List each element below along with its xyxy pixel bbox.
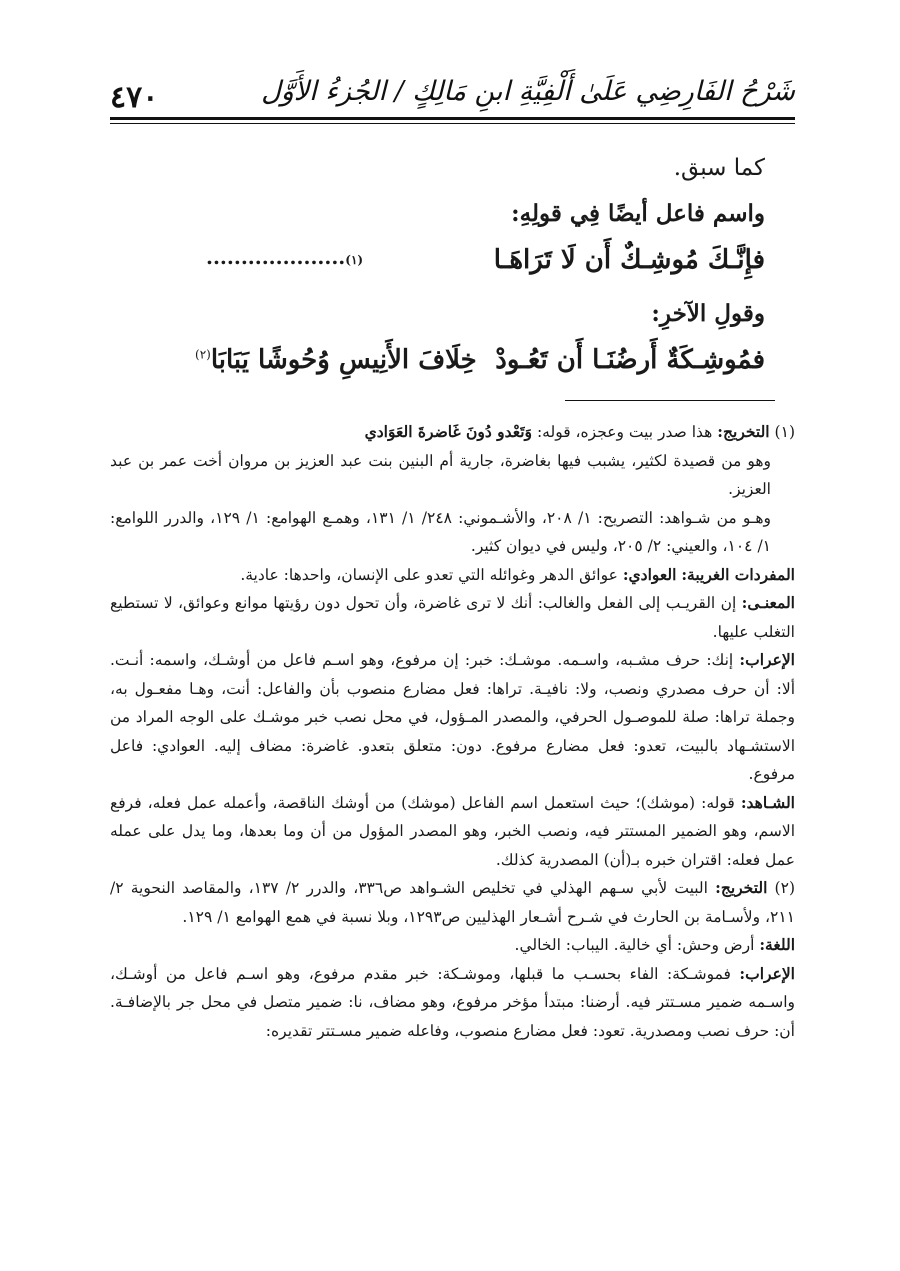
fn1-hemistich: وَتَعْدو دُونَ غَاضرةَ العَوَادي [364, 422, 533, 441]
fn2-irab-text: فموشـكة: الفاء بحسـب ما قبلها، وموشـكة: خبر مقدم مرفوع، وهو اسـم فاعل من أوشـك، واسـمه ضمير مسـتتر فيه. أرضنا: مبتدأ مؤخر مرفوع، وهو مضاف، نا: ضمير متصل في محل جر بالإضافـة. أن: حرف نصب ومصدرية. تعود: فعل مضارع منصوب، وفاعله ضمير مسـتتر تقديره: [110, 964, 795, 1040]
main-line-1: كما سبق. [673, 155, 765, 181]
fn2-irab-label: الإعراب: [739, 963, 795, 983]
fn1-irab-text: إنك: حرف مشـبه، واسـمه. موشـك: خبر: إن مرفوع، وهو اسـم فاعل من أوشـك، واسمه: أنـت. ألا: أن حرف مصدري ونصب، ولا: نافيـة. تراها: فعل مضارع منصوب بأن والفاعل: أنت، وهـا مفعـول به، وجملة تراها: صلة للموصـول الحرفي، والمصدر المـؤول، في محل نصب خبر موشـك على الوجه المراد من الاستشـهاد بالبيت، تعدو: فعل مضارع مرفوع. دون: متعلق بتعدو. غاضرة: مضاف إليه. العوادي: فاعل مرفوع. [110, 651, 795, 783]
fn1-irab-label: الإعراب: [739, 650, 795, 669]
fn1-shahid [110, 789, 795, 875]
fn1-mufradat-label: المفردات الغريبة: [681, 564, 795, 584]
fn2-irab [110, 960, 795, 1046]
verse-2-text: خِلَافَ الأَنِيسِ وُحُوشًا يَبَابَا [210, 345, 477, 375]
running-title: شَرْحُ الفَارِضِي عَلَىٰ أَلْفِيَّةِ ابنِ مَالِكٍ / الجُزءُ الأَوَّل [261, 76, 795, 107]
footnotes [110, 418, 795, 1045]
verse-1-footnote-mark: (١) [345, 253, 364, 267]
fn2-lugha [110, 931, 795, 960]
fn1-mana-label: المعنـى: [741, 593, 795, 612]
footnote-1 [110, 418, 795, 874]
fn1-takhrij-label: التخريج: [717, 422, 770, 441]
fn2-lugha-label: اللغة: [759, 935, 795, 954]
verse-2-second-hemistich [195, 345, 477, 375]
header-rule-thin [110, 123, 795, 124]
fn2-takhrij [110, 874, 795, 931]
fn2-takhrij-text: البيت لأبي سـهم الهذلي في تخليص الشـواهد ص٣٣٦، والدرر ٢/ ١٣٧، والمقاصد النحوية ٢/ ٢١١، ولأسـامة بن الحارث في شـرح أشـعار الهذليين ص١٢٩٣، وبلا نسبة في همع الهوامع ١/ ١٢٩. [110, 879, 795, 926]
fn1-shahid-text: قوله: (موشك)؛ حيث استعمل اسم الفاعل (موشك) من أوشك الناقصة، وأعمله عمل فعله، فرفع الاسم، وهو الضمير المستتر فيه، ونصب الخبر، وهو المصدر المؤول من أن وما بعدها، وما يدل على عمله عمل فعله: اقتران خبره بـ(أن) المصدرية كذلك. [110, 793, 795, 869]
page-header [110, 70, 795, 122]
verse-2 [110, 337, 795, 391]
fn2-lugha-text: أرض وحش: أي خالية. اليباب: الخالي. [514, 936, 755, 954]
footnote-2 [110, 874, 795, 1045]
verse-2-footnote-mark: (٢) [195, 347, 211, 362]
verse-1-ellipsis: .................... [206, 245, 346, 269]
fn2-number: (٢) [774, 879, 795, 897]
header-rule-thick [110, 117, 795, 120]
verse-1 [110, 237, 795, 291]
fn1-shawahid: وهـو من شـواهد: التصريح: ١/ ٢٠٨، والأشـموني: ٢٤٨/ ١/ ١٣١، وهمـع الهوامع: ١/ ١٢٩، والدرر اللوامع: ١/ ١٠٤، والعيني: ٢/ ٢٠٥، وليس في ديوان كثير. [110, 508, 772, 555]
verse-1-hemistich: فإِنَّـكَ مُوشِـكٌ أَن لَا تَرَاهَـا [493, 245, 765, 275]
fn2-takhrij-label: التخريج: [715, 878, 768, 897]
fn1-mufradat [110, 561, 795, 590]
fn1-mufradat-text: عوائق الدهر وغوائله التي تعدو على الإنسان، واحدها: عادية. [240, 565, 618, 584]
fn1-takhrij [110, 418, 795, 447]
fn1-source: وهو من قصيدة لكثير، يشبب فيها بغاضرة، جارية أم البنين بنت عبد العزيز بن مروان أخت عمر بن عبد العزيز. [110, 451, 771, 498]
page-number: ٤٧٠ [110, 80, 159, 115]
fn1-mana [110, 589, 795, 646]
fn1-irab [110, 646, 795, 789]
main-line-2: واسم فاعل أيضًا فِي قولِهِ: [511, 200, 765, 227]
main-text [110, 145, 795, 391]
fn1-mufradat-term: العوادي: [622, 564, 677, 584]
footnote-separator [565, 400, 775, 401]
main-line-3: وقولِ الآخرِ: [651, 300, 765, 327]
fn1-number: (١) [774, 423, 795, 441]
fn1-mana-text: إن القريـب إلى الفعل والغالب: أنك لا ترى غاضرة، وأن تحول دون رؤيتها موانع وعوائق، لا تستطيع التغلب عليها. [110, 594, 795, 641]
verse-2-first-hemistich: فمُوشِـكَةٌ أَرضُنَـا أَن تَعُـودْ [495, 345, 765, 375]
fn1-takhrij-text: هذا صدر بيت وعجزه، قوله: [536, 423, 713, 441]
fn1-shahid-label: الشـاهد: [740, 792, 795, 812]
verse-1-dots [206, 245, 363, 269]
